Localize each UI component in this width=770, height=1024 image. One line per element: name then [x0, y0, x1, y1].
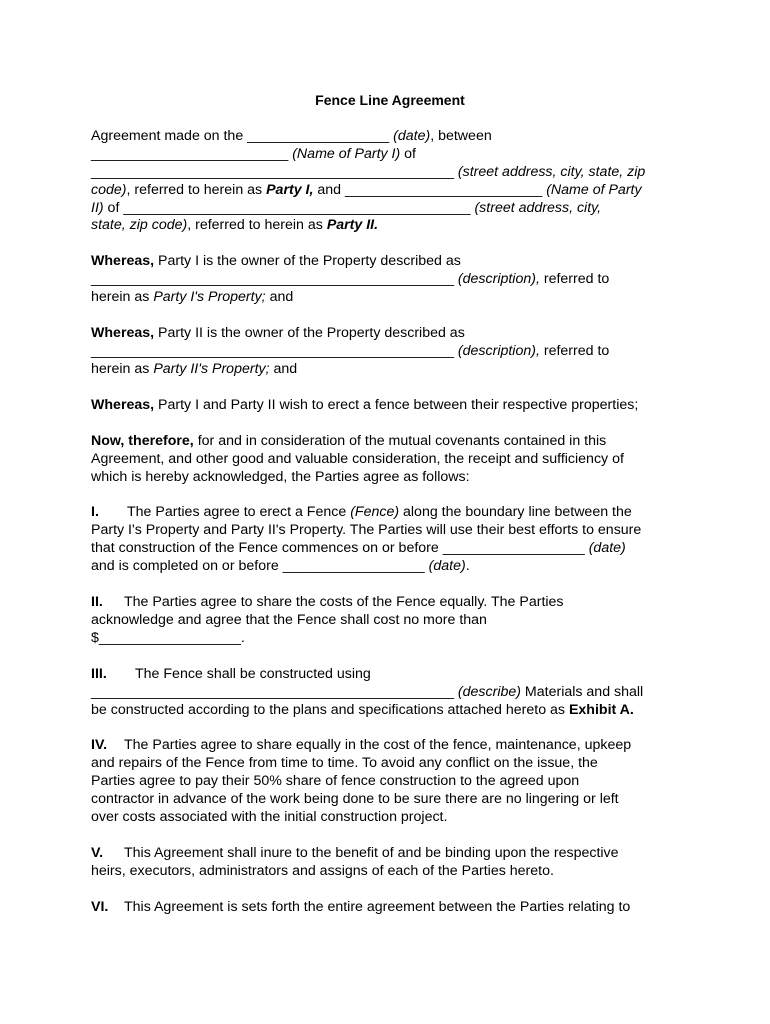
section-5 [91, 845, 681, 881]
whereas-paragraph-1 [91, 253, 681, 307]
whereas-text: and [269, 360, 298, 377]
whereas-text: and [265, 289, 294, 306]
section1-line-3 [91, 540, 681, 558]
whereas-lead: Whereas, [91, 325, 155, 342]
whereas-text: Party I and Party II wish to erect a fence between their respective properties; [154, 396, 639, 413]
now-therefore-line-1 [91, 433, 681, 451]
whereas-text: herein as [91, 360, 154, 377]
whereas2-line-1 [91, 325, 681, 343]
exhibit-a-term: Exhibit A. [568, 701, 634, 718]
date-label: (date) [393, 127, 431, 144]
intro-line-1 [91, 128, 681, 146]
description-label: (description), [457, 271, 540, 288]
section-text: along the boundary line between the [399, 504, 632, 521]
now-therefore-text: for and in consideration of the mutual covenants contained in this [193, 432, 607, 449]
section-1 [91, 504, 681, 576]
section5-line-2: heirs, executors, administrators and assigns of each of the Parties hereto. [91, 862, 554, 879]
whereas-text: referred to [539, 271, 610, 288]
date-label: (date) [588, 540, 626, 557]
section-text: The Parties agree to share the costs of the Fence equally. The Parties [124, 594, 564, 611]
section1-line-2: Party I's Property and Party II's Property. The Parties will use their best efforts to ensure [91, 522, 642, 539]
whereas-text: Party II is the owner of the Property described as [154, 325, 465, 342]
complete-date-blank: and is completed on or before __________________ [91, 558, 429, 575]
intro-text: of [400, 145, 416, 162]
whereas1-line-1 [91, 253, 681, 271]
intro-text: of [103, 199, 124, 216]
whereas-text: referred to [539, 342, 610, 359]
whereas-lead: Whereas, [91, 253, 155, 270]
now-therefore-line-3: which is hereby acknowledged, the Parties agree as follows: [91, 468, 470, 485]
intro-line-4 [91, 182, 681, 200]
section3-line-3 [91, 702, 681, 720]
whereas-paragraph-2 [91, 325, 681, 379]
section4-line-2: and repairs of the Fence from time to time. To avoid any conflict on the issue, the [91, 755, 598, 772]
describe-label: (describe) [457, 683, 521, 700]
section-6 [91, 899, 681, 917]
fence-term: (Fence) [350, 504, 400, 521]
materials-blank: ______________________________________________ [91, 683, 458, 700]
section-3 [91, 666, 681, 720]
cost-blank: $__________________. [91, 629, 245, 646]
party-two-term: Party II. [326, 217, 379, 234]
property-term: Party I's Property; [153, 289, 266, 306]
intro-text: , referred to herein as [187, 217, 327, 234]
section-text: The Fence shall be constructed using [135, 665, 371, 682]
whereas2-line-2 [91, 343, 681, 361]
commence-date-blank: that construction of the Fence commences on or before __________________ [91, 540, 589, 557]
section3-line-2 [91, 684, 681, 702]
section-text: This Agreement is sets forth the entire agreement between the Parties relating to [124, 898, 631, 915]
section-number: II. [91, 594, 103, 611]
intro-paragraph [91, 128, 681, 235]
intro-text: Agreement made on the __________________ [91, 127, 394, 144]
intro-text: , between [430, 127, 492, 144]
intro-line-6 [91, 217, 681, 235]
section1-line-1 [91, 504, 681, 522]
description-blank: ______________________________________________ [91, 342, 458, 359]
section-text: This Agreement shall inure to the benefit of and be binding upon the respective [124, 845, 619, 861]
party-two-name-label: (Name of Party [546, 181, 642, 198]
intro-text: , referred to herein as [126, 181, 267, 198]
section6-line-1 [91, 899, 681, 917]
address-label: (street address, city, [474, 199, 602, 216]
property-term: Party II's Property; [153, 360, 270, 377]
whereas-text: herein as [91, 289, 154, 306]
section4-line-1 [91, 737, 681, 755]
address-label: code) [91, 181, 127, 198]
section-text: . [465, 558, 470, 575]
section-number: I. [91, 504, 99, 521]
whereas1-line-3 [91, 289, 681, 307]
party-one-term: Party I, [266, 181, 314, 198]
whereas-paragraph-3 [91, 397, 681, 415]
intro-line-5 [91, 200, 681, 218]
section-number: III. [91, 665, 107, 682]
section-number: IV. [91, 737, 108, 754]
whereas-lead: Whereas, [91, 396, 155, 413]
section3-line-1 [91, 666, 681, 684]
party-two-address-blank: ____________________________________________ [123, 199, 475, 216]
date-label: (date) [428, 558, 466, 575]
whereas2-line-3 [91, 361, 681, 379]
section2-line-2: acknowledge and agree that the Fence shall cost no more than [91, 611, 487, 628]
section5-line-1 [91, 845, 681, 863]
section-text: The Parties agree to share equally in the cost of the fence, maintenance, upkeep [124, 737, 632, 754]
address-label: (street address, city, state, zip [457, 163, 646, 180]
whereas1-line-2 [91, 271, 681, 289]
whereas3-line-1 [91, 397, 681, 415]
document-title: Fence Line Agreement [315, 92, 465, 108]
section-text: be constructed according to the plans and specifications attached hereto as [91, 701, 569, 718]
now-therefore-lead: Now, therefore, [91, 432, 194, 449]
intro-line-2 [91, 146, 681, 164]
document-body [91, 92, 681, 935]
section-number: V. [91, 845, 104, 861]
section4-line-3: Parties agree to pay their 50% share of fence construction to the agreed upon [91, 773, 580, 790]
section4-line-4: contractor in advance of the work being done to be sure there are no lingering or left [91, 791, 619, 808]
section1-line-4 [91, 558, 681, 576]
party-one-address-blank: ______________________________________________ [91, 163, 458, 180]
party-one-name-label: (Name of Party I) [292, 145, 401, 162]
whereas-text: Party I is the owner of the Property described as [154, 253, 461, 270]
section2-line-1 [91, 594, 681, 612]
description-label: (description), [457, 342, 540, 359]
section-4 [91, 737, 681, 827]
party-two-name-label: II) [91, 199, 104, 216]
section-text: The Parties agree to erect a Fence [127, 504, 351, 521]
intro-line-3 [91, 164, 681, 182]
section-2 [91, 594, 681, 648]
now-therefore-line-2: Agreement, and other good and valuable consideration, the receipt and sufficiency of [91, 450, 624, 467]
party-one-name-blank: _________________________ [91, 145, 293, 162]
section-text: Materials and shall [520, 683, 644, 700]
now-therefore-paragraph [91, 433, 681, 487]
party-two-name-blank: and _________________________ [313, 181, 547, 198]
description-blank: ______________________________________________ [91, 271, 458, 288]
section-number: VI. [91, 898, 109, 915]
section4-line-5: over costs associated with the initial construction project. [91, 809, 448, 826]
address-label: state, zip code) [91, 217, 188, 234]
